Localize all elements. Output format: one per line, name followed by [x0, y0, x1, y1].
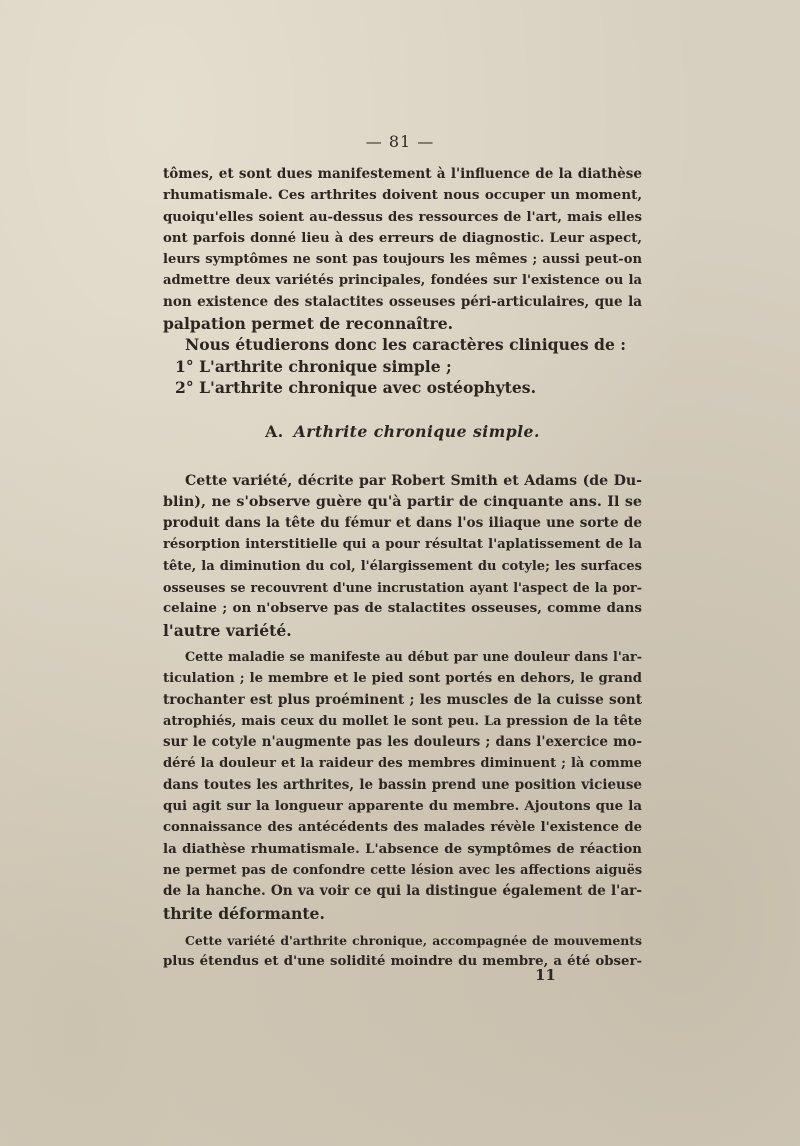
text-line: thrite déformante. [163, 903, 325, 923]
text-line: leurs symptômes ne sont pas toujours les mêmes ; aussi peut-on [163, 252, 642, 268]
text-line: tômes, et sont dues manifestement à l'influence de la diathèse [163, 166, 642, 182]
text-line: connaissance des antécédents des malades révèle l'existence de [163, 820, 642, 836]
text-line: quoiqu'elles soient au-dessus des ressources de l'art, mais elles [163, 209, 642, 225]
text-line: ticulation ; le membre et le pied sont portés en dehors, le grand [163, 671, 642, 687]
text-line: admettre deux variétés principales, fondées sur l'existence ou la [163, 273, 642, 289]
paragraph-1 [163, 164, 642, 334]
text-line: trochanter est plus proéminent ; les muscles de la cuisse sont [163, 691, 642, 708]
text-line: dans toutes les arthrites, le bassin prend une position vicieuse [163, 776, 642, 793]
text-line: atrophiés, mais ceux du mollet le sont peu. La pression de la tête [163, 713, 642, 729]
text-line: résorption interstitielle qui a pour résultat l'aplatissement de la [163, 537, 642, 553]
section-letter: A. [265, 422, 284, 442]
section-heading [163, 421, 642, 442]
text-line: osseuses se recouvrent d'une incrustation ayant l'aspect de la por- [163, 580, 642, 596]
text-line: ne permet pas de confondre cette lésion avec les affections aiguës [163, 862, 642, 878]
text-line: rhumatismale. Ces arthrites doivent nous occuper un moment, [163, 187, 642, 204]
text-line: tête, la diminution du col, l'élargissement du cotyle; les surfaces [163, 558, 642, 574]
text-line: non existence des stalactites osseuses péri-articulaires, que la [163, 293, 642, 310]
paragraph-2 [163, 334, 642, 355]
text-line: produit dans la tête du fémur et dans l'os iliaque une sorte de [163, 515, 642, 532]
text-line: palpation permet de reconnaître. [163, 314, 454, 334]
text-line: Cette variété d'arthrite chronique, accompagnée de mouvements [185, 932, 642, 948]
text-line: de la hanche. On va voir ce qui la distingue également de l'ar- [163, 883, 642, 900]
text-line: déré la douleur et la raideur des membres diminuent ; là comme [163, 756, 642, 772]
paragraph-4 [163, 647, 642, 924]
paragraph-3 [163, 471, 642, 641]
list-item: 1° L'arthrite chronique simple ; [175, 356, 452, 376]
text-line: Nous étudierons donc les caractères cliniques de : [185, 335, 627, 355]
text-line: sur le cotyle n'augmente pas les douleurs ; dans l'exercice mo- [163, 734, 642, 751]
signature-mark: 11 [535, 966, 556, 984]
text-line: Cette maladie se manifeste au début par une douleur dans l'ar- [185, 649, 642, 665]
text-line: ont parfois donné lieu à des erreurs de diagnostic. Leur aspect, [163, 229, 642, 246]
body-text [163, 164, 642, 972]
page-number: — 81 — [365, 132, 435, 151]
text-line: plus étendus et d'une solidité moindre du membre, a été obser- [163, 954, 642, 970]
paragraph-5 [163, 930, 642, 973]
text-line: Cette variété, décrite par Robert Smith et Adams (de Du- [185, 472, 642, 489]
text-line: la diathèse rhumatismale. L'absence de symptômes de réaction [163, 840, 642, 857]
text-line: l'autre variété. [163, 620, 292, 640]
text-line: blin), ne s'observe guère qu'à partir de cinquante ans. Il se [163, 493, 642, 510]
text-line: celaine ; on n'observe pas de stalactites osseuses, comme dans [163, 600, 642, 617]
enumeration [163, 356, 642, 399]
text-line: qui agit sur la longueur apparente du membre. Ajoutons que la [163, 798, 642, 815]
list-item: 2° L'arthrite chronique avec ostéophytes. [175, 377, 537, 397]
section-title: Arthrite chronique simple. [293, 422, 540, 442]
